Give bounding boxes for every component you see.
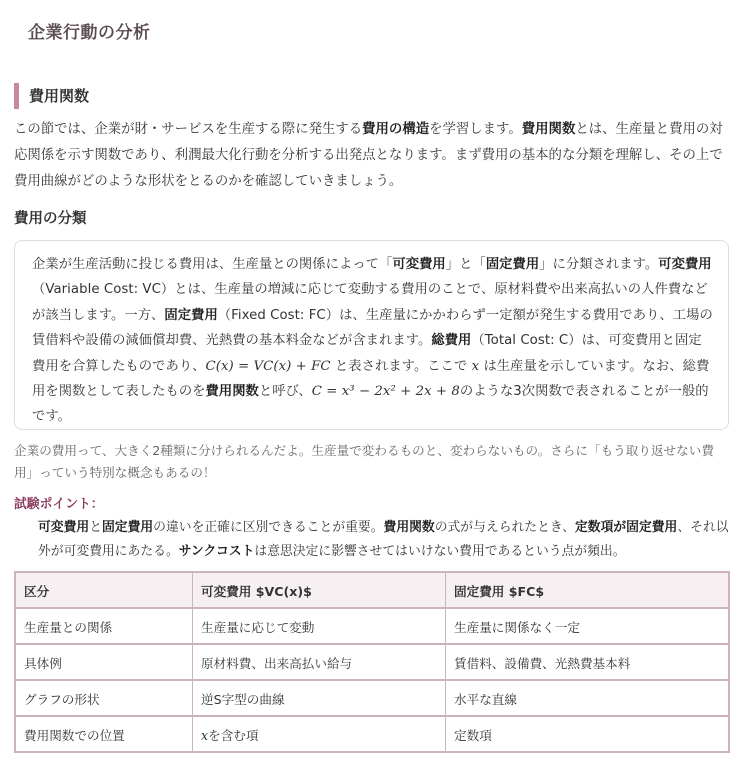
table-cell: xを含む項 bbox=[193, 716, 446, 752]
comparison-table bbox=[14, 571, 730, 753]
bold-term: 費用の構造 bbox=[362, 122, 430, 137]
sub-heading: 費用の分類 bbox=[14, 211, 87, 227]
classification-text: 企業が生産活動に投じる費用は、生産量との関係によって「可変費用」と「固定費用」に分類されます。可変費用（Variable Cost: VC）とは、生産量の増減に応じて変動する費用のことで、原材料費や出来高払いの人件費などが該当します。一方、固定費用（Fixed Cost: FC）は、生産量にかかわらず一定額が発生する費用であり、工場の賃借料や設備の減価償却費、光熱費の基本料金などが含まれます。総費用（Total Cost: C）は、可変費用と固定費用を合算したものであり、C(x) = VC(x) + FC と表されます。ここで x は生産量を示しています。なお、総費用を関数として表したものを費用関数と呼び、C = x³ − 2x² + 2x + 8のような3次関数で表されることが一般的です。 bbox=[32, 257, 713, 425]
note-text: 企業の費用って、大きく2種類に分けられるんだよ。生産量で変わるものと、変わらないもの。さらに「もう取り返せない費用」っていう特別な概念もあるの！ bbox=[14, 443, 714, 480]
table-row bbox=[15, 680, 729, 716]
table-header-row bbox=[15, 572, 729, 608]
table-cell: 原材料費、出来高払い給与 bbox=[193, 644, 446, 680]
table-cell: 賃借料、設備費、光熱費基本料 bbox=[446, 644, 730, 680]
classification-card bbox=[14, 240, 729, 430]
table-cell: 逆S字型の曲線 bbox=[193, 680, 446, 716]
exam-point-label: 試験ポイント： bbox=[14, 497, 104, 512]
formula-cubic: C = x³ − 2x² + 2x + 8 bbox=[311, 384, 460, 400]
bold-term: 費用関数 bbox=[521, 122, 576, 137]
formula-x: x bbox=[471, 358, 480, 374]
table-cell: 水平な直線 bbox=[446, 680, 730, 716]
table-cell: 生産量との関係 bbox=[15, 608, 193, 644]
page-title: 企業行動の分析 bbox=[28, 23, 151, 43]
table-cell: 定数項 bbox=[446, 716, 730, 752]
exam-point-text: 可変費用と固定費用の違いを正確に区別できることが重要。費用関数の式が与えられたとき、定数項が固定費用、それ以外が可変費用にあたる。サンクコストは意思決定に影響させてはいけない費用であるという点が頻出。 bbox=[38, 520, 729, 559]
table-header: 区分 bbox=[15, 572, 193, 608]
formula-total-cost: C(x) = VC(x) + FC bbox=[205, 358, 331, 374]
table-cell: 生産量に関係なく一定 bbox=[446, 608, 730, 644]
table-cell: グラフの形状 bbox=[15, 680, 193, 716]
table-cell: 生産量に応じて変動 bbox=[193, 608, 446, 644]
table-header: 固定費用 $FC$ bbox=[446, 572, 730, 608]
table-row bbox=[15, 716, 729, 752]
table-header: 可変費用 $VC(x)$ bbox=[193, 572, 446, 608]
table-cell: 具体例 bbox=[15, 644, 193, 680]
table-row bbox=[15, 644, 729, 680]
table-cell: 費用関数での位置 bbox=[15, 716, 193, 752]
section-heading: 費用関数 bbox=[14, 83, 89, 109]
table-row bbox=[15, 608, 729, 644]
intro-paragraph: この節では、企業が財・サービスを生産する際に発生する費用の構造を学習します。費用関数とは、生産量と費用の対応関係を示す関数であり、利潤最大化行動を分析する出発点となります。まず費用の基本的な分類を理解し、その上で費用曲線がどのような形状をとるのかを確認していきましょう。 bbox=[14, 122, 723, 189]
formula-x: x bbox=[201, 727, 209, 743]
